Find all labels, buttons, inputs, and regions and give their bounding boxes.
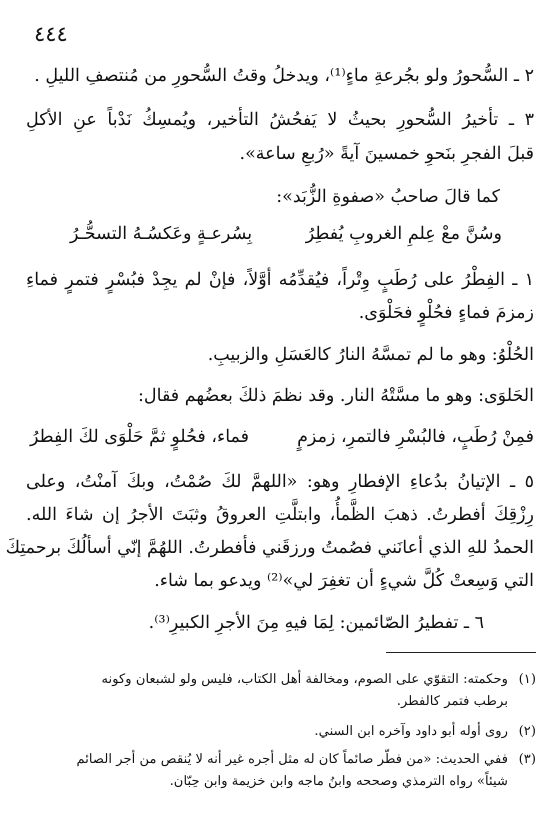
point-1-iftar: ١ ـ الفِطْرُ على رُطَبٍ وِتْراً، فيُقدِّمُه أوَّلاً، فإنْ لم يجِدْ فبُسْرٍ فتمرٍ فماءِ xyxy=(26,270,534,290)
definition-hulw: الحُلْوُ: وهو ما لم تمسَّهُ النارُ كالعَسَلِ والزبيبِ. xyxy=(207,345,534,365)
footnote-3-continued: شيئاً» رواه الترمذي وصححه وابنُ ماجه وابن خزيمة وابن حِبّان. xyxy=(169,774,508,789)
footnote-1 xyxy=(24,670,536,690)
point-3-delay-suhoor: ٣ ـ تأخيرُ السُّحورِ بحيثُ لا يَفحُشُ التأخير، ويُمسِكُ نَدْباً عنِ الأكلِ xyxy=(26,110,534,130)
footnote-2-number: (٢) xyxy=(518,724,536,739)
point-3-continued: قبلَ الفجرِ بنَحوِ خمسينَ آيةً «رُبعِ ساعة». xyxy=(239,144,534,164)
footnote-2 xyxy=(24,722,536,742)
point-6-feeding-fasters: ٦ ـ تفطيرُ الصّائمين: لِمَا فيهِ مِنَ الأجرِ الكبيرِ⁽³⁾. xyxy=(148,613,484,633)
point-5-iftar-dua: ٥ ـ الإتيانُ بدُعاءِ الإفطارِ وهو: «اللهمَّ لكَ صُمْتُ، وبكَ آمنْتُ، وعلى xyxy=(26,472,534,492)
footnote-3 xyxy=(24,750,536,770)
point-5-line-3: الحمدُ للهِ الذي أعانَني فصُمتُ ورزقَني فأفطرتُ. اللهُمَّ إنّي أسألُكَ برحمتِكَ xyxy=(5,538,534,558)
quote-intro: كما قالَ صاحبُ «صفوةِ الزُّبَد»: xyxy=(276,187,500,207)
verse-1-first-hemistich: وسُنَّ معْ عِلمِ الغروبِ يُفطِرُ xyxy=(305,224,502,244)
footnote-separator xyxy=(386,652,536,653)
point-5-line-4: التي وَسِعتْ كُلَّ شيءٍ أن تغفِرَ لي»⁽²⁾ ويدعو بما شاء. xyxy=(154,571,534,591)
point-5-line-2: رِزْقِكَ أفطرتُ. ذهبَ الظَّمأُ، وابتلَّتِ العروقُ وثبَتَ الأجرُ إن شاءَ الله. xyxy=(26,505,534,525)
page-number: ٤٤٤ xyxy=(34,22,68,46)
verse-2-second-hemistich: فماء، فحُلوٍ ثمَّ حَلْوَى لكَ الفِطرُ xyxy=(30,427,250,447)
footnote-3-text: ففي الحديث: «من فطّر صائماً كان له مثل أجره غير أنه لا يُنقص من أجر الصائم xyxy=(76,752,508,767)
point-2-suhoor: ٢ ـ السُّحورُ ولو بجُرعةِ ماءٍ⁽¹⁾، ويدخلُ وقتُ السُّحورِ من مُنتصفِ الليلِ . xyxy=(34,66,534,86)
verse-1-second-hemistich: بِسُرعـةٍ وعَكسُـهُ التسحُّـرُ xyxy=(70,224,253,244)
footnote-3-number: (٣) xyxy=(518,752,536,767)
footnote-2-text: روى أوله أبو داود وآخره ابن السني. xyxy=(314,724,508,739)
footnote-1-text: وحكمته: التقوّي على الصوم، ومخالفة أهل الكتاب، فليس ولو لشبعان وكونه xyxy=(101,672,508,687)
footnote-1-continued: برطب فتمر كالفطر. xyxy=(396,694,508,709)
footnote-1-number: (١) xyxy=(518,672,536,687)
verse-2-first-hemistich: فمِنْ رُطَبٍ، فالبُسْرِ فالتمرِ، زمزمٍ xyxy=(297,427,534,447)
point-1-continued: زمزمَ فماءٍ فحُلْوٍ فحَلْوَى. xyxy=(358,303,534,323)
definition-halwa: الحَلوَى: وهو ما مسَّتْهُ النار. وقد نظمَ ذلكَ بعضُهم فقال: xyxy=(138,386,534,406)
